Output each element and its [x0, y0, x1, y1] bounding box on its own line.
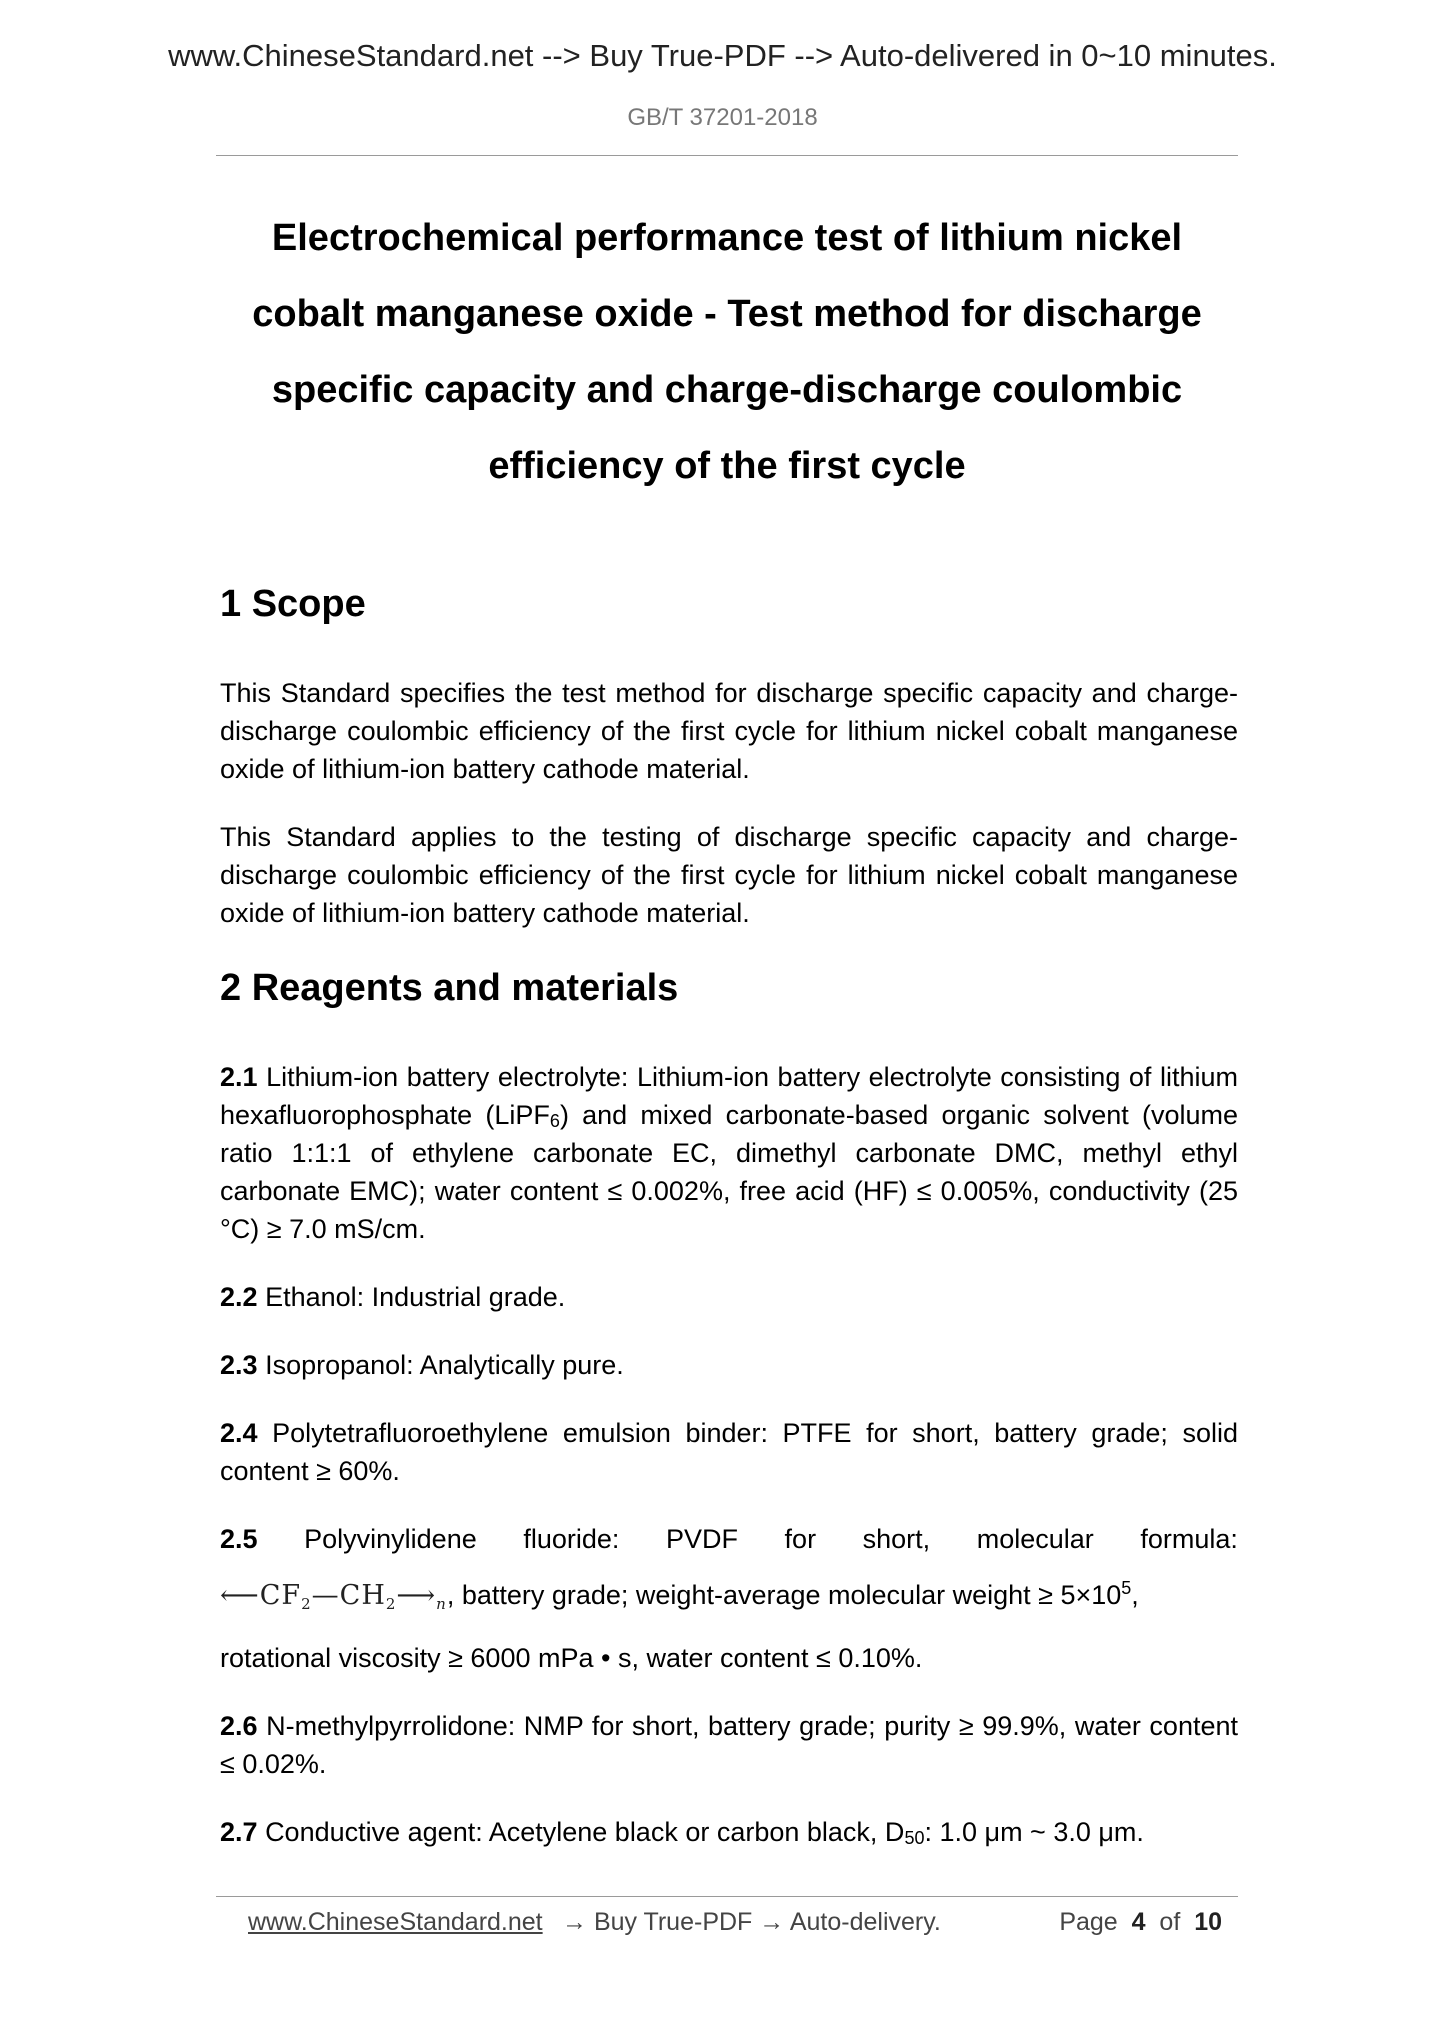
- clause-2-6: [220, 1707, 1238, 1783]
- page-word: Page: [1059, 1908, 1118, 1936]
- clause-number: 2.1: [220, 1062, 258, 1092]
- of-word: of: [1159, 1908, 1181, 1936]
- clause-2-7: [220, 1813, 1238, 1851]
- word: fluoride:: [523, 1524, 620, 1554]
- title-line: specific capacity and charge-discharge coulombic: [271, 369, 1183, 411]
- formula-open: ⟵CF: [220, 1580, 302, 1611]
- standard-number: GB/T 37201-2018: [627, 104, 818, 131]
- page-indicator: [1059, 1908, 1222, 1937]
- section-heading-reagents: 2 Reagents and materials: [220, 967, 679, 1009]
- clause-text: Conductive agent: Acetylene black or carbon black, D: [265, 1817, 905, 1847]
- formula-mid: —CH: [311, 1580, 386, 1611]
- page-number: 4: [1131, 1908, 1146, 1936]
- top-banner: www.ChineseStandard.net --> Buy True-PDF --> Auto-delivered in 0~10 minutes.: [168, 38, 1277, 73]
- clause-text: Polytetrafluoroethylene emulsion binder: PTFE for short, battery grade; solid content ≥ 60%.: [220, 1418, 1238, 1486]
- title-line: efficiency of the first cycle: [488, 445, 966, 487]
- word: molecular: [976, 1524, 1094, 1554]
- clause-text: Ethanol: Industrial grade.: [265, 1282, 566, 1312]
- header-divider: [216, 155, 1238, 156]
- clause-text: ) and mixed carbonate-based organic solvent (volume ratio 1:1:1 of ethylene carbonate EC, dimethyl carbonate DMC, methyl ethyl carbonate EMC); water content ≤ 0.002%, free acid (HF) ≤ 0.005%, conductivity (25 °C) ≥ 7.0 mS/cm.: [220, 1100, 1238, 1244]
- word: Polyvinylidene: [304, 1524, 477, 1554]
- clause-text: N-methylpyrrolidone: NMP for short, battery grade; purity ≥ 99.9%, water content ≤ 0.02%.: [220, 1711, 1238, 1779]
- formula-subscript: 2: [301, 1595, 312, 1613]
- clause-2-5: [220, 1520, 1238, 1677]
- clause-text: Lithium-ion battery electrolyte: Lithium-ion battery electrolyte consisting of lithium hexafluorophosphate (LiPF: [220, 1062, 1238, 1130]
- footer-site-link[interactable]: www.ChineseStandard.net: [248, 1908, 543, 1936]
- pvdf-formula: [220, 1580, 447, 1611]
- clause-number: 2.5: [220, 1524, 258, 1554]
- formula-n: n: [436, 1595, 447, 1613]
- word: PVDF: [665, 1524, 738, 1554]
- clause-2-2: [220, 1278, 1238, 1316]
- title-line: cobalt manganese oxide - Test method for discharge: [252, 293, 1202, 335]
- clause-number: 2.7: [220, 1817, 258, 1847]
- formula-subscript: 2: [385, 1595, 397, 1613]
- clause-number: 2.3: [220, 1350, 258, 1380]
- superscript: 5: [1121, 1578, 1132, 1598]
- clause-2-1: [220, 1058, 1238, 1248]
- clause-text: Isopropanol: Analytically pure.: [265, 1350, 624, 1380]
- document-title: [216, 200, 1238, 504]
- clause-2-3: [220, 1346, 1238, 1384]
- clause-text: , battery grade; weight-average molecular weight ≥ 5×10: [446, 1580, 1122, 1610]
- clause-2-5-line-3: rotational viscosity ≥ 6000 mPa • s, water content ≤ 0.10%.: [220, 1643, 923, 1673]
- scope-paragraph-1: This Standard specifies the test method for discharge specific capacity and charge-discharge coulombic efficiency of the first cycle for lithium nickel cobalt manganese oxide of lithium-ion battery cathode material.: [220, 678, 1238, 784]
- word: short,: [862, 1524, 931, 1554]
- subscript: 50: [904, 1828, 925, 1848]
- clause-2-4: [220, 1414, 1238, 1490]
- clause-2-5-line-2: [220, 1572, 1238, 1627]
- word: for: [784, 1524, 817, 1554]
- word: formula:: [1140, 1524, 1238, 1554]
- footer-text: → Buy True-PDF → Auto-delivery.: [562, 1908, 941, 1936]
- clause-number: 2.4: [220, 1418, 258, 1448]
- clause-number: 2.6: [220, 1711, 258, 1741]
- section-heading-scope: 1 Scope: [220, 583, 366, 625]
- title-line: Electrochemical performance test of lithium nickel: [271, 217, 1183, 259]
- footer-divider: [216, 1896, 1238, 1897]
- document-body: [220, 576, 1238, 1851]
- clause-number: 2.2: [220, 1282, 258, 1312]
- clause-text: ,: [1131, 1580, 1139, 1610]
- clause-text: : 1.0 μm ~ 3.0 μm.: [924, 1817, 1144, 1847]
- clause-2-5-line-1: [220, 1520, 1238, 1558]
- page-total: 10: [1194, 1908, 1222, 1936]
- subscript: 6: [549, 1111, 560, 1131]
- scope-paragraph-2: This Standard applies to the testing of discharge specific capacity and charge-discharge coulombic efficiency of the first cycle for lithium nickel cobalt manganese oxide of lithium-ion battery cathode material.: [220, 822, 1238, 928]
- formula-close: ⟶: [396, 1580, 437, 1611]
